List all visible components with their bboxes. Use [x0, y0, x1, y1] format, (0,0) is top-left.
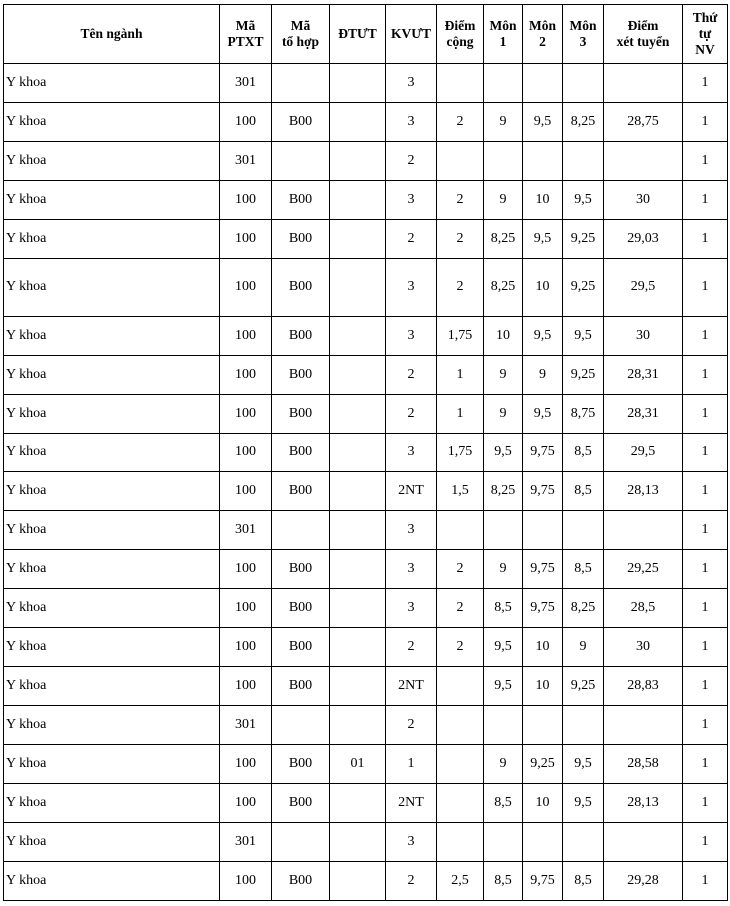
cell-thu-tu-nv: 1 [683, 861, 728, 900]
cell-dtut [330, 180, 386, 219]
cell-ma-ptxt: 100 [220, 550, 272, 589]
cell-kvut: 2 [386, 861, 437, 900]
cell-diem-xet-tuyen: 28,5 [604, 589, 683, 628]
cell-diem-cong: 2,5 [437, 861, 484, 900]
cell-ma-to-hop [272, 822, 330, 861]
cell-dtut [330, 706, 386, 745]
cell-ma-ptxt: 301 [220, 822, 272, 861]
cell-mon1 [484, 822, 523, 861]
cell-mon3: 8,5 [563, 472, 604, 511]
cell-mon3: 9,5 [563, 316, 604, 355]
cell-ma-ptxt: 100 [220, 783, 272, 822]
cell-ma-to-hop: B00 [272, 102, 330, 141]
cell-kvut: 2 [386, 706, 437, 745]
cell-dtut [330, 550, 386, 589]
cell-diem-xet-tuyen: 28,83 [604, 667, 683, 706]
cell-dtut [330, 258, 386, 316]
cell-mon1: 8,25 [484, 258, 523, 316]
cell-diem-cong: 2 [437, 102, 484, 141]
cell-mon2: 9,75 [523, 550, 563, 589]
cell-diem-xet-tuyen: 28,58 [604, 745, 683, 784]
table-row [4, 783, 728, 822]
cell-diem-xet-tuyen: 30 [604, 628, 683, 667]
cell-mon2 [523, 706, 563, 745]
cell-thu-tu-nv: 1 [683, 511, 728, 550]
cell-kvut: 3 [386, 433, 437, 472]
cell-diem-cong: 2 [437, 550, 484, 589]
cell-thu-tu-nv: 1 [683, 258, 728, 316]
cell-thu-tu-nv: 1 [683, 433, 728, 472]
header-mon2: Môn 2 [523, 5, 563, 64]
cell-dtut [330, 589, 386, 628]
table-row [4, 589, 728, 628]
cell-ma-ptxt: 100 [220, 472, 272, 511]
cell-ma-ptxt: 301 [220, 511, 272, 550]
header-dtut: ĐTƯT [330, 5, 386, 64]
cell-mon2: 9,25 [523, 745, 563, 784]
cell-dtut [330, 316, 386, 355]
cell-ten-nganh: Y khoa [4, 433, 220, 472]
cell-ten-nganh: Y khoa [4, 822, 220, 861]
cell-ten-nganh: Y khoa [4, 258, 220, 316]
table-row [4, 64, 728, 103]
table-body [4, 64, 728, 901]
cell-thu-tu-nv: 1 [683, 316, 728, 355]
cell-ma-to-hop: B00 [272, 628, 330, 667]
cell-diem-xet-tuyen [604, 64, 683, 103]
header-ma-to-hop: Mã tổ hợp [272, 5, 330, 64]
cell-diem-xet-tuyen: 28,13 [604, 472, 683, 511]
cell-mon3: 8,25 [563, 102, 604, 141]
cell-diem-cong: 2 [437, 180, 484, 219]
cell-kvut: 2NT [386, 472, 437, 511]
cell-thu-tu-nv: 1 [683, 745, 728, 784]
cell-mon2 [523, 822, 563, 861]
table-row [4, 511, 728, 550]
cell-kvut: 3 [386, 550, 437, 589]
cell-kvut: 3 [386, 180, 437, 219]
cell-diem-xet-tuyen: 30 [604, 316, 683, 355]
cell-diem-xet-tuyen: 29,03 [604, 219, 683, 258]
header-kvut: KVƯT [386, 5, 437, 64]
cell-mon2 [523, 64, 563, 103]
cell-diem-cong: 1 [437, 394, 484, 433]
cell-ma-ptxt: 100 [220, 667, 272, 706]
cell-mon1: 9 [484, 394, 523, 433]
cell-mon1: 8,5 [484, 589, 523, 628]
cell-ten-nganh: Y khoa [4, 64, 220, 103]
cell-diem-xet-tuyen [604, 706, 683, 745]
cell-kvut: 2 [386, 394, 437, 433]
cell-diem-cong [437, 64, 484, 103]
cell-ma-ptxt: 100 [220, 219, 272, 258]
cell-kvut: 2 [386, 219, 437, 258]
cell-mon2: 9,5 [523, 219, 563, 258]
table-row [4, 394, 728, 433]
results-table-container [3, 4, 728, 901]
cell-mon2: 10 [523, 258, 563, 316]
cell-ten-nganh: Y khoa [4, 745, 220, 784]
cell-ma-to-hop: B00 [272, 258, 330, 316]
header-ma-ptxt: Mã PTXT [220, 5, 272, 64]
cell-ten-nganh: Y khoa [4, 394, 220, 433]
cell-kvut: 2 [386, 628, 437, 667]
cell-mon2: 9 [523, 355, 563, 394]
cell-ten-nganh: Y khoa [4, 102, 220, 141]
cell-dtut [330, 472, 386, 511]
cell-diem-cong: 2 [437, 628, 484, 667]
cell-diem-xet-tuyen: 28,13 [604, 783, 683, 822]
cell-mon3: 9 [563, 628, 604, 667]
cell-diem-cong: 2 [437, 219, 484, 258]
cell-mon3: 9,25 [563, 219, 604, 258]
cell-mon1: 9 [484, 180, 523, 219]
cell-dtut [330, 822, 386, 861]
cell-ten-nganh: Y khoa [4, 550, 220, 589]
cell-ma-to-hop: B00 [272, 355, 330, 394]
table-row [4, 472, 728, 511]
cell-mon2 [523, 141, 563, 180]
cell-kvut: 2 [386, 141, 437, 180]
header-row [4, 5, 728, 64]
cell-thu-tu-nv: 1 [683, 706, 728, 745]
cell-thu-tu-nv: 1 [683, 180, 728, 219]
cell-ten-nganh: Y khoa [4, 783, 220, 822]
cell-dtut [330, 511, 386, 550]
header-thu-tu-nv: Thứ tự NV [683, 5, 728, 64]
cell-diem-xet-tuyen [604, 822, 683, 861]
cell-dtut [330, 433, 386, 472]
table-row [4, 258, 728, 316]
cell-thu-tu-nv: 1 [683, 822, 728, 861]
cell-mon1: 10 [484, 316, 523, 355]
cell-kvut: 1 [386, 745, 437, 784]
cell-ten-nganh: Y khoa [4, 628, 220, 667]
cell-mon1: 9 [484, 355, 523, 394]
cell-mon1 [484, 511, 523, 550]
cell-thu-tu-nv: 1 [683, 394, 728, 433]
cell-dtut [330, 219, 386, 258]
cell-mon1: 9,5 [484, 433, 523, 472]
cell-mon3: 8,25 [563, 589, 604, 628]
cell-mon1 [484, 141, 523, 180]
cell-thu-tu-nv: 1 [683, 628, 728, 667]
cell-kvut: 3 [386, 511, 437, 550]
cell-diem-cong [437, 706, 484, 745]
cell-mon2: 10 [523, 628, 563, 667]
cell-ma-to-hop: B00 [272, 667, 330, 706]
cell-diem-xet-tuyen: 28,31 [604, 355, 683, 394]
cell-diem-cong [437, 667, 484, 706]
cell-diem-xet-tuyen: 29,5 [604, 258, 683, 316]
cell-ma-ptxt: 301 [220, 706, 272, 745]
cell-dtut [330, 394, 386, 433]
cell-thu-tu-nv: 1 [683, 102, 728, 141]
cell-kvut: 3 [386, 102, 437, 141]
cell-mon1 [484, 64, 523, 103]
cell-ten-nganh: Y khoa [4, 355, 220, 394]
cell-kvut: 3 [386, 822, 437, 861]
cell-kvut: 2 [386, 355, 437, 394]
table-row [4, 316, 728, 355]
cell-diem-xet-tuyen: 29,25 [604, 550, 683, 589]
cell-thu-tu-nv: 1 [683, 141, 728, 180]
cell-diem-cong [437, 822, 484, 861]
cell-mon3 [563, 141, 604, 180]
cell-mon3 [563, 706, 604, 745]
cell-ma-to-hop [272, 141, 330, 180]
cell-ma-to-hop: B00 [272, 472, 330, 511]
cell-mon3: 9,5 [563, 745, 604, 784]
cell-ten-nganh: Y khoa [4, 141, 220, 180]
cell-dtut [330, 64, 386, 103]
cell-mon3: 9,5 [563, 783, 604, 822]
cell-kvut: 2NT [386, 783, 437, 822]
cell-diem-cong: 1 [437, 355, 484, 394]
cell-diem-cong [437, 745, 484, 784]
table-row [4, 550, 728, 589]
cell-ma-to-hop: B00 [272, 433, 330, 472]
cell-ma-ptxt: 301 [220, 141, 272, 180]
cell-ma-to-hop: B00 [272, 745, 330, 784]
cell-diem-xet-tuyen: 30 [604, 180, 683, 219]
cell-ten-nganh: Y khoa [4, 219, 220, 258]
cell-ma-to-hop: B00 [272, 783, 330, 822]
cell-mon2: 10 [523, 667, 563, 706]
admission-results-table [3, 4, 728, 901]
cell-diem-xet-tuyen: 29,5 [604, 433, 683, 472]
cell-dtut [330, 628, 386, 667]
cell-mon2: 10 [523, 783, 563, 822]
cell-ma-ptxt: 100 [220, 316, 272, 355]
cell-thu-tu-nv: 1 [683, 219, 728, 258]
cell-ma-ptxt: 100 [220, 628, 272, 667]
cell-mon1: 9 [484, 745, 523, 784]
cell-ma-to-hop: B00 [272, 589, 330, 628]
cell-diem-cong [437, 141, 484, 180]
cell-ma-to-hop [272, 706, 330, 745]
cell-thu-tu-nv: 1 [683, 355, 728, 394]
cell-thu-tu-nv: 1 [683, 589, 728, 628]
cell-mon3: 8,5 [563, 861, 604, 900]
cell-mon2: 9,5 [523, 316, 563, 355]
cell-ma-to-hop: B00 [272, 550, 330, 589]
cell-ten-nganh: Y khoa [4, 316, 220, 355]
cell-ma-ptxt: 100 [220, 355, 272, 394]
cell-diem-cong: 1,75 [437, 433, 484, 472]
table-row [4, 822, 728, 861]
table-row [4, 861, 728, 900]
table-row [4, 180, 728, 219]
cell-ma-ptxt: 100 [220, 180, 272, 219]
cell-diem-xet-tuyen: 28,31 [604, 394, 683, 433]
cell-kvut: 3 [386, 64, 437, 103]
cell-mon2: 9,75 [523, 861, 563, 900]
cell-dtut [330, 667, 386, 706]
cell-ma-ptxt: 100 [220, 861, 272, 900]
cell-mon3 [563, 64, 604, 103]
cell-mon1: 8,25 [484, 219, 523, 258]
table-row [4, 706, 728, 745]
cell-mon1: 9,5 [484, 667, 523, 706]
cell-ten-nganh: Y khoa [4, 706, 220, 745]
cell-diem-xet-tuyen [604, 141, 683, 180]
cell-mon3: 9,5 [563, 180, 604, 219]
cell-dtut [330, 102, 386, 141]
cell-dtut: 01 [330, 745, 386, 784]
cell-kvut: 2NT [386, 667, 437, 706]
cell-mon3: 8,5 [563, 433, 604, 472]
cell-ma-to-hop: B00 [272, 316, 330, 355]
cell-mon3: 9,25 [563, 258, 604, 316]
cell-dtut [330, 783, 386, 822]
table-row [4, 628, 728, 667]
cell-diem-cong: 1,5 [437, 472, 484, 511]
cell-kvut: 3 [386, 589, 437, 628]
cell-diem-cong [437, 511, 484, 550]
cell-mon3 [563, 822, 604, 861]
cell-diem-cong: 1,75 [437, 316, 484, 355]
table-row [4, 219, 728, 258]
cell-kvut: 3 [386, 258, 437, 316]
cell-diem-xet-tuyen [604, 511, 683, 550]
cell-diem-cong [437, 783, 484, 822]
cell-ten-nganh: Y khoa [4, 180, 220, 219]
cell-mon3: 8,75 [563, 394, 604, 433]
table-row [4, 141, 728, 180]
cell-dtut [330, 141, 386, 180]
cell-diem-xet-tuyen: 29,28 [604, 861, 683, 900]
table-row [4, 433, 728, 472]
cell-ten-nganh: Y khoa [4, 861, 220, 900]
cell-kvut: 3 [386, 316, 437, 355]
cell-mon3: 9,25 [563, 667, 604, 706]
cell-mon2: 9,5 [523, 102, 563, 141]
table-row [4, 745, 728, 784]
cell-diem-cong: 2 [437, 589, 484, 628]
cell-ma-ptxt: 100 [220, 589, 272, 628]
header-diem-cong: Điểm cộng [437, 5, 484, 64]
cell-mon1: 8,5 [484, 783, 523, 822]
cell-mon2: 9,75 [523, 472, 563, 511]
cell-ten-nganh: Y khoa [4, 511, 220, 550]
cell-diem-xet-tuyen: 28,75 [604, 102, 683, 141]
cell-mon2: 9,5 [523, 394, 563, 433]
cell-ma-ptxt: 100 [220, 258, 272, 316]
cell-dtut [330, 861, 386, 900]
table-row [4, 667, 728, 706]
header-mon1: Môn 1 [484, 5, 523, 64]
cell-thu-tu-nv: 1 [683, 550, 728, 589]
cell-ma-to-hop: B00 [272, 861, 330, 900]
header-ten-nganh: Tên ngành [4, 5, 220, 64]
cell-ma-to-hop [272, 64, 330, 103]
cell-mon1: 8,5 [484, 861, 523, 900]
cell-ma-ptxt: 100 [220, 102, 272, 141]
cell-mon1 [484, 706, 523, 745]
cell-thu-tu-nv: 1 [683, 783, 728, 822]
cell-thu-tu-nv: 1 [683, 667, 728, 706]
cell-dtut [330, 355, 386, 394]
cell-ma-to-hop [272, 511, 330, 550]
cell-mon3 [563, 511, 604, 550]
cell-ma-to-hop: B00 [272, 180, 330, 219]
cell-ma-ptxt: 100 [220, 433, 272, 472]
table-row [4, 355, 728, 394]
header-mon3: Môn 3 [563, 5, 604, 64]
cell-diem-cong: 2 [437, 258, 484, 316]
cell-mon1: 9 [484, 550, 523, 589]
cell-thu-tu-nv: 1 [683, 64, 728, 103]
cell-ma-ptxt: 100 [220, 745, 272, 784]
header-diem-xet-tuyen: Điểm xét tuyển [604, 5, 683, 64]
cell-ma-ptxt: 301 [220, 64, 272, 103]
cell-mon1: 9 [484, 102, 523, 141]
cell-ten-nganh: Y khoa [4, 589, 220, 628]
table-row [4, 102, 728, 141]
cell-mon2: 9,75 [523, 589, 563, 628]
cell-ten-nganh: Y khoa [4, 472, 220, 511]
cell-ma-to-hop: B00 [272, 394, 330, 433]
cell-ma-ptxt: 100 [220, 394, 272, 433]
cell-mon1: 8,25 [484, 472, 523, 511]
cell-mon3: 9,25 [563, 355, 604, 394]
cell-mon3: 8,5 [563, 550, 604, 589]
cell-mon2: 9,75 [523, 433, 563, 472]
cell-thu-tu-nv: 1 [683, 472, 728, 511]
cell-mon2: 10 [523, 180, 563, 219]
cell-ten-nganh: Y khoa [4, 667, 220, 706]
cell-mon2 [523, 511, 563, 550]
cell-ma-to-hop: B00 [272, 219, 330, 258]
cell-mon1: 9,5 [484, 628, 523, 667]
